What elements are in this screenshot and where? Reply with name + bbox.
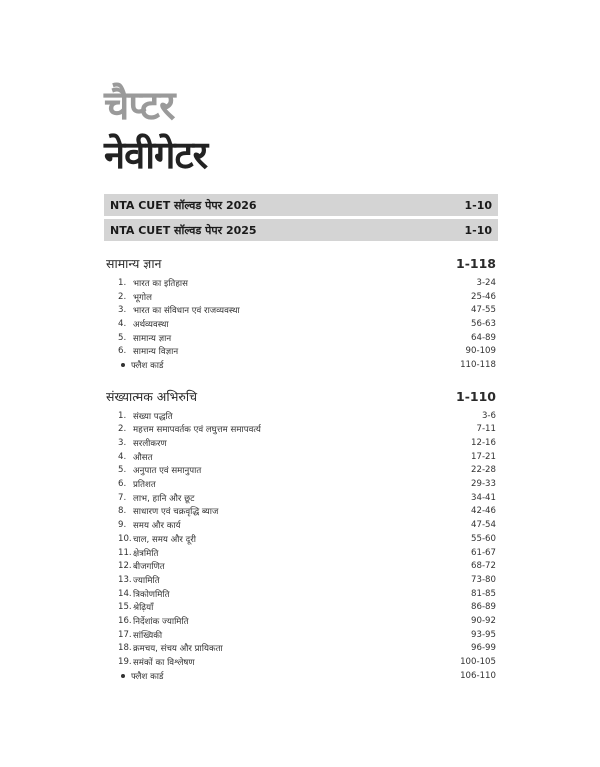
paper-label: NTA CUET सॉल्वड पेपर 2026 <box>110 198 257 212</box>
chapter-title: समय और कार्य <box>133 521 181 532</box>
paper-pages: 1-10 <box>464 223 492 237</box>
chapter-pages: 81-85 <box>471 588 496 599</box>
section-heading <box>104 388 498 405</box>
chapter-left <box>118 670 164 682</box>
chapter-left <box>118 547 158 559</box>
chapter-row[interactable] <box>104 436 498 450</box>
chapter-row[interactable] <box>104 587 498 601</box>
chapter-title: निर्देशांक ज्यामिति <box>133 616 189 627</box>
chapter-pages: 96-99 <box>471 643 496 654</box>
chapter-row[interactable] <box>104 290 498 304</box>
chapter-row[interactable] <box>104 344 498 358</box>
chapter-row[interactable] <box>104 450 498 464</box>
paper-bar-2025[interactable] <box>104 219 498 241</box>
section-title: संख्यात्मक अभिरुचि <box>106 388 198 404</box>
chapter-number: 3. <box>118 438 127 449</box>
chapter-title: ज्यामिति <box>133 575 160 586</box>
paper-label: NTA CUET सॉल्वड पेपर 2025 <box>110 223 257 237</box>
chapter-title: क्षेत्रमिति <box>133 548 159 559</box>
chapter-left <box>118 451 153 463</box>
chapter-pages: 90-92 <box>471 615 496 626</box>
chapter-row[interactable] <box>104 505 498 519</box>
chapter-title: अनुपात एवं समानुपात <box>133 466 202 477</box>
chapter-title: प्रतिशत <box>133 480 156 491</box>
chapter-left <box>118 629 162 641</box>
chapter-list <box>104 409 498 683</box>
flash-card-title: फ्लैश कार्ड <box>131 360 164 371</box>
chapter-row[interactable] <box>104 464 498 478</box>
chapter-title: सामान्य विज्ञान <box>133 347 179 358</box>
chapter-title: संख्या पद्धति <box>133 411 173 422</box>
section-heading <box>104 255 498 272</box>
chapter-number: 5. <box>118 465 127 476</box>
chapter-title: भारत का संविधान एवं राजव्यवस्था <box>133 306 240 317</box>
chapter-row[interactable] <box>104 642 498 656</box>
chapter-number: 15. <box>118 602 132 613</box>
chapter-pages: 61-67 <box>471 547 496 558</box>
chapter-list <box>104 276 498 372</box>
toc <box>104 194 498 683</box>
chapter-left <box>118 423 261 435</box>
chapter-title: सामान्य ज्ञान <box>133 333 172 344</box>
chapter-title: क्रमचय, संचय और प्रायिकता <box>133 644 223 655</box>
chapter-row[interactable] <box>104 276 498 290</box>
chapter-left <box>118 332 171 344</box>
chapter-left <box>118 410 173 422</box>
chapter-pages: 17-21 <box>471 451 496 462</box>
chapter-title: समंकों का विश्लेषण <box>133 658 195 669</box>
chapter-pages: 68-72 <box>471 561 496 572</box>
chapter-pages: 42-46 <box>471 506 496 517</box>
chapter-left <box>118 478 156 490</box>
chapter-pages: 22-28 <box>471 465 496 476</box>
chapter-left <box>118 656 195 668</box>
chapter-pages: 55-60 <box>471 533 496 544</box>
chapter-title: भारत का इतिहास <box>133 278 188 289</box>
chapter-row[interactable] <box>104 477 498 491</box>
chapter-title: बीजगणित <box>133 562 165 573</box>
chapter-pages: 56-63 <box>471 318 496 329</box>
chapter-title: औसत <box>133 452 153 463</box>
chapter-pages: 73-80 <box>471 574 496 585</box>
chapter-title: महत्तम समापवर्तक एवं लघुत्तम समापवर्त्य <box>133 425 261 436</box>
chapter-row[interactable] <box>104 317 498 331</box>
chapter-title: चाल, समय और दूरी <box>133 534 196 545</box>
chapter-left <box>118 345 178 357</box>
chapter-row[interactable] <box>104 600 498 614</box>
chapter-row[interactable] <box>104 303 498 317</box>
flash-card-row[interactable] <box>104 669 498 683</box>
chapter-number: 4. <box>118 451 127 462</box>
chapter-number: 13. <box>118 574 132 585</box>
chapter-title: लाभ, हानि और छूट <box>133 493 195 504</box>
chapter-left <box>118 588 170 600</box>
chapter-row[interactable] <box>104 614 498 628</box>
chapter-left <box>118 277 188 289</box>
flash-card-pages: 106-110 <box>460 670 496 681</box>
chapter-pages: 3-24 <box>476 277 496 288</box>
chapter-row[interactable] <box>104 491 498 505</box>
chapter-pages: 3-6 <box>481 410 496 421</box>
chapter-number: 18. <box>118 643 132 654</box>
chapter-title: सरलीकरण <box>133 439 167 450</box>
chapter-number: 10. <box>118 533 132 544</box>
chapter-number: 6. <box>118 479 127 490</box>
chapter-left <box>118 519 181 531</box>
title-line-2: नेवीगेटर <box>104 133 208 177</box>
chapter-title: श्रेढ़ियाँ <box>133 603 154 614</box>
chapter-number: 14. <box>118 588 132 599</box>
section-range: 1-118 <box>456 256 496 271</box>
chapter-number: 1. <box>118 277 127 288</box>
chapter-number: 16. <box>118 615 132 626</box>
chapter-number: 2. <box>118 424 127 435</box>
flash-card-pages: 110-118 <box>460 359 496 370</box>
chapter-number: 3. <box>118 305 127 316</box>
chapter-row[interactable] <box>104 628 498 642</box>
chapter-pages: 47-54 <box>471 520 496 531</box>
chapter-number: 17. <box>118 629 132 640</box>
chapter-left <box>118 533 196 545</box>
chapter-title: साधारण एवं चक्रवृद्धि ब्याज <box>133 507 219 518</box>
chapter-row[interactable] <box>104 518 498 532</box>
chapter-number: 12. <box>118 561 132 572</box>
chapter-pages: 12-16 <box>471 438 496 449</box>
chapter-left <box>118 437 167 449</box>
chapter-title: अर्थव्यवस्था <box>133 319 169 330</box>
chapter-number: 8. <box>118 506 127 517</box>
chapter-left <box>118 574 160 586</box>
chapter-pages: 7-11 <box>476 424 496 435</box>
bullet-icon <box>121 363 125 367</box>
chapter-title: सांख्यिकी <box>133 630 163 641</box>
chapter-title: त्रिकोणमिति <box>133 589 170 600</box>
chapter-pages: 90-109 <box>465 346 496 357</box>
bullet-icon <box>121 674 125 678</box>
chapter-row[interactable] <box>104 331 498 345</box>
flash-card-title: फ्लैश कार्ड <box>131 671 164 682</box>
chapter-row[interactable] <box>104 532 498 546</box>
chapter-pages: 100-105 <box>460 657 496 668</box>
section-general <box>104 255 498 372</box>
chapter-row[interactable] <box>104 655 498 669</box>
chapter-number: 4. <box>118 318 127 329</box>
section-range: 1-110 <box>456 388 496 404</box>
chapter-row[interactable] <box>104 409 498 423</box>
chapter-number: 9. <box>118 520 127 531</box>
chapter-left <box>118 291 152 303</box>
chapter-pages: 34-41 <box>471 492 496 503</box>
chapter-left <box>118 560 165 572</box>
title-line-1: चैप्टर <box>104 83 175 129</box>
chapter-left <box>118 359 164 371</box>
chapter-pages: 93-95 <box>471 629 496 640</box>
chapter-pages: 29-33 <box>471 479 496 490</box>
section-title: सामान्य ज्ञान <box>106 256 162 271</box>
chapter-left <box>118 318 169 330</box>
chapter-pages: 47-55 <box>471 305 496 316</box>
chapter-row[interactable] <box>104 546 498 560</box>
chapter-left <box>118 642 223 654</box>
chapter-number: 5. <box>118 332 127 343</box>
chapter-number: 19. <box>118 657 132 668</box>
chapter-row[interactable] <box>104 559 498 573</box>
paper-pages: 1-10 <box>464 198 492 212</box>
chapter-number: 1. <box>118 410 127 421</box>
chapter-row[interactable] <box>104 423 498 437</box>
chapter-left <box>118 492 194 504</box>
chapter-row[interactable] <box>104 573 498 587</box>
chapter-number: 7. <box>118 492 127 503</box>
chapter-left <box>118 601 153 613</box>
chapter-title: भूगोल <box>133 292 152 303</box>
chapter-pages: 86-89 <box>471 602 496 613</box>
chapter-number: 2. <box>118 291 127 302</box>
chapter-number: 6. <box>118 346 127 357</box>
chapter-pages: 25-46 <box>471 291 496 302</box>
paper-bar-2026[interactable] <box>104 194 498 216</box>
chapter-number: 11. <box>118 547 132 558</box>
chapter-left <box>118 304 240 316</box>
chapter-pages: 64-89 <box>471 332 496 343</box>
flash-card-row[interactable] <box>104 358 498 372</box>
chapter-left <box>118 615 189 627</box>
section-aptitude <box>104 388 498 683</box>
chapter-left <box>118 464 201 476</box>
chapter-left <box>118 505 218 517</box>
